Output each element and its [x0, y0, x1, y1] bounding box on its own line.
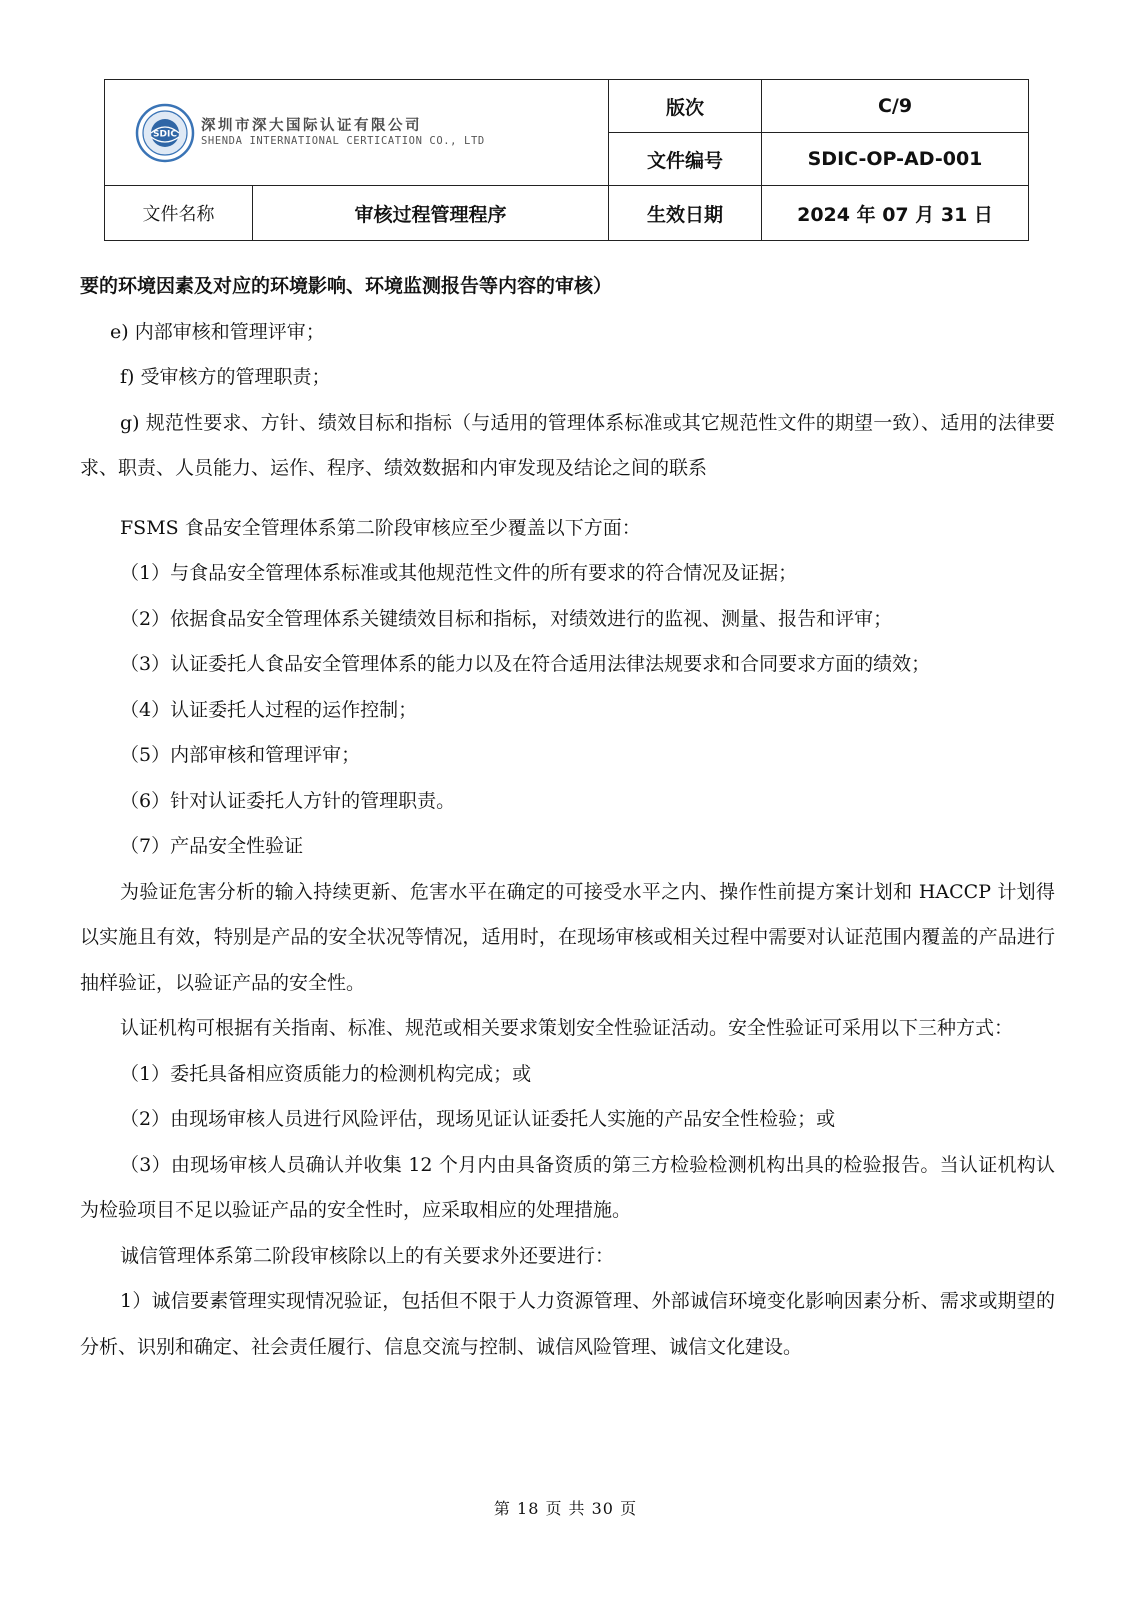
effective-date-value: 2024 年 07 月 31 日	[762, 186, 1029, 241]
verification-methods-paragraph: 认证机构可根据有关指南、标准、规范或相关要求策划安全性验证活动。安全性验证可采用以下三种方式：	[120, 1017, 1014, 1039]
fsms-item-2: （2）依据食品安全管理体系关键绩效目标和指标，对绩效进行的监视、测量、报告和评审；	[120, 607, 893, 630]
fsms-item-6: （6）针对认证委托人方针的管理职责。	[120, 789, 456, 812]
page-number-footer: 第 18 页 共 30 页	[493, 1499, 638, 1518]
fsms-item-7: （7）产品安全性验证	[120, 835, 304, 857]
doc-name-value: 审核过程管理程序	[253, 186, 609, 241]
doc-name-label: 文件名称	[105, 186, 253, 241]
version-label: 版次	[609, 80, 762, 133]
integrity-item-1: 1）诚信要素管理实现情况验证，包括但不限于人力资源管理、外部诚信环境变化影响因素分析、需求或期望的分析、识别和确定、社会责任履行、信息交流与控制、诚信风险管理、诚信文化建设。	[80, 1290, 1055, 1358]
list-item-e: e) 内部审核和管理评审；	[110, 320, 325, 343]
list-item-g: g) 规范性要求、方针、绩效目标和指标（与适用的管理体系标准或其它规范性文件的期望一致）、适用的法律要求、职责、人员能力、运作、程序、绩效数据和内审发现及结论之间的联系	[80, 411, 1055, 479]
verification-paragraph: 为验证危害分析的输入持续更新、危害水平在确定的可接受水平之内、操作性前提方案计划和 HACCP 计划得以实施且有效，特别是产品的安全状况等情况，适用时，在现场审核或相关过程中需要对认证范围内覆盖的产品进行抽样验证，以验证产品的安全性。	[80, 880, 1055, 994]
integrity-heading: 诚信管理体系第二阶段审核除以上的有关要求外还要进行：	[120, 1244, 615, 1267]
method-item-1: （1）委托具备相应资质能力的检测机构完成；或	[120, 1062, 532, 1085]
document-body	[80, 264, 1055, 1370]
version-value: C/9	[762, 80, 1029, 133]
fsms-item-4: （4）认证委托人过程的运作控制；	[120, 698, 418, 721]
fsms-item-5: （5）内部审核和管理评审；	[120, 744, 361, 766]
paragraph-continuation: 要的环境因素及对应的环境影响、环境监测报告等内容的审核）	[80, 275, 613, 297]
list-item-f: f) 受审核方的管理职责；	[120, 366, 331, 388]
logo-text: SDIC	[153, 129, 177, 139]
company-name-en: SHENDA INTERNATIONAL CERTICATION CO., LTD	[201, 135, 485, 147]
method-item-3: （3）由现场审核人员确认并收集 12 个月内由具备资质的第三方检验检测机构出具的检验报告。当认证机构认为检验项目不足以验证产品的安全性时，应采取相应的处理措施。	[80, 1153, 1055, 1221]
fsms-item-1: （1）与食品安全管理体系标准或其他规范性文件的所有要求的符合情况及证据；	[120, 562, 798, 584]
fsms-item-3: （3）认证委托人食品安全管理体系的能力以及在符合适用法律法规要求和合同要求方面的绩效；	[120, 653, 931, 675]
doc-number-value: SDIC-OP-AD-001	[762, 133, 1029, 186]
document-header-table	[104, 79, 1029, 241]
effective-date-label: 生效日期	[609, 186, 762, 241]
sdic-logo-icon	[135, 103, 195, 163]
company-name-cn: 深圳市深大国际认证有限公司	[201, 117, 422, 134]
company-logo-cell	[105, 80, 609, 186]
method-item-2: （2）由现场审核人员进行风险评估，现场见证认证委托人实施的产品安全性检验；或	[120, 1108, 836, 1130]
doc-number-label: 文件编号	[609, 133, 762, 186]
fsms-heading: FSMS 食品安全管理体系第二阶段审核应至少覆盖以下方面：	[120, 516, 641, 539]
